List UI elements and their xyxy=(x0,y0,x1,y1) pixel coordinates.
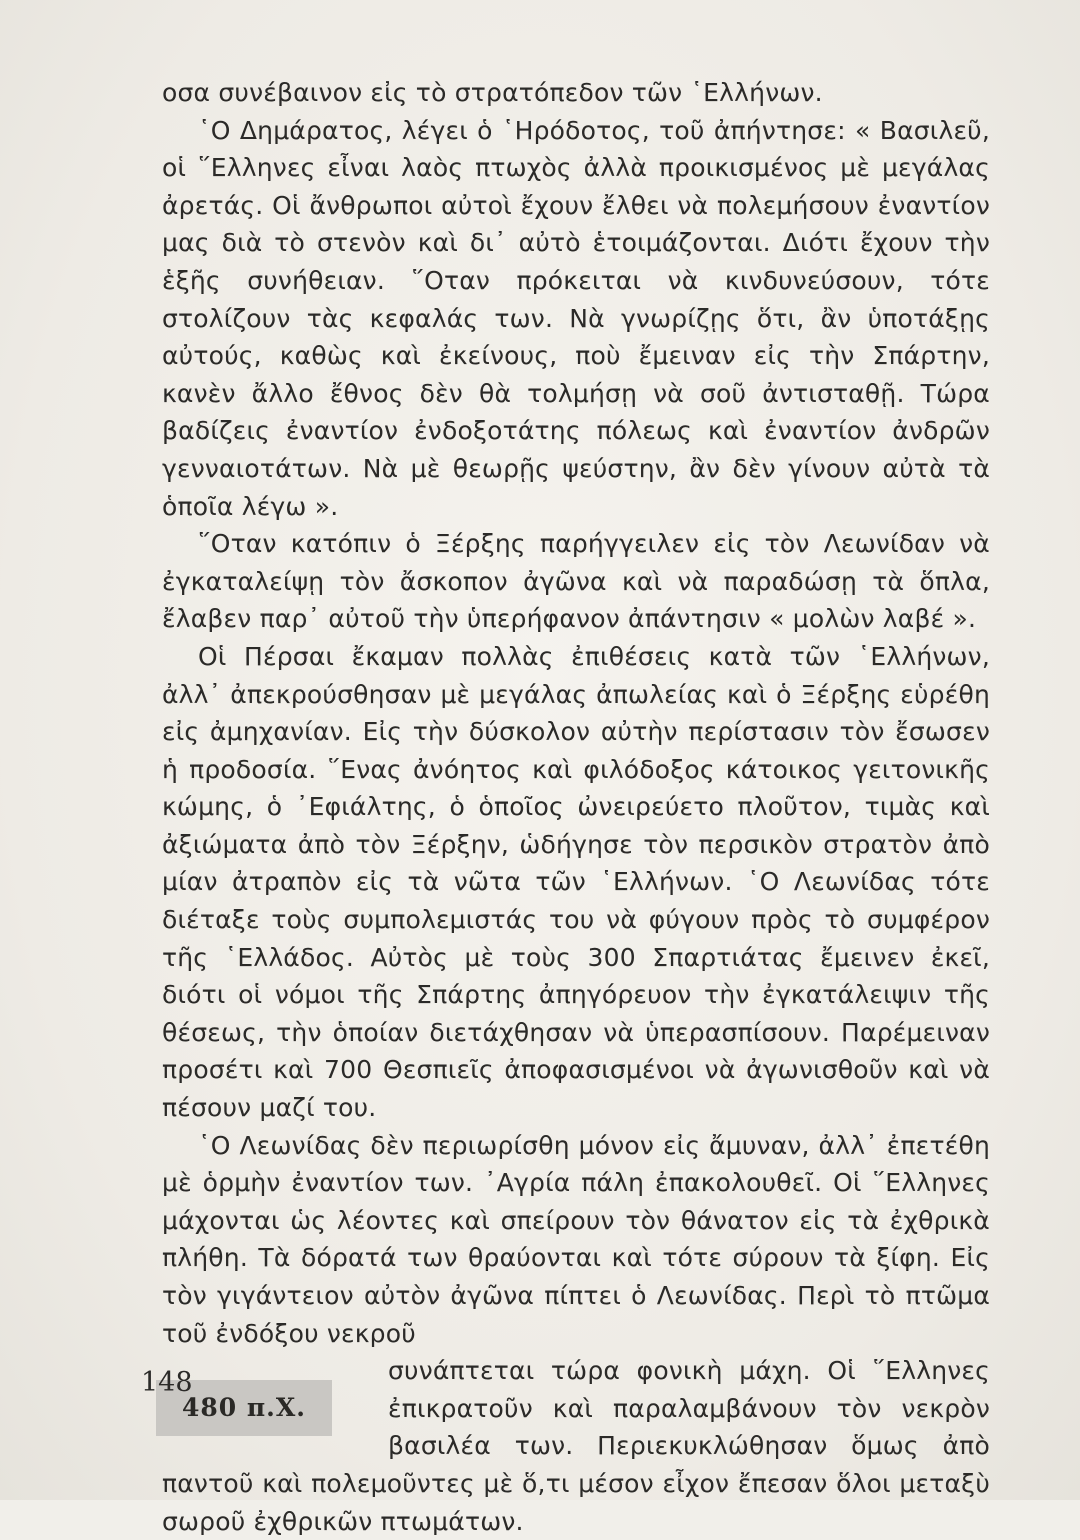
paragraph-5: ῾Ο Λεωνίδας δὲν περιωρίσθη μόνον εἰς ἄμυναν, ἀλλ᾿ ἐπετέθη μὲ ὁρμὴν ἐναντίον των. ᾿Αγρία πάλη ἐπακολουθεῖ. Οἱ ῞Ελληνες μάχονται ὡς λέοντες καὶ σπείρουν τὸν θάνατον εἰς τὰ ἐχθρικὰ πλήθη. Τὰ δόρατά των θραύονται καὶ τότε σύρουν τὰ ξίφη. Εἰς τὸν γιγάντειον αὐτὸν ἀγῶνα πίπτει ὁ Λεωνίδας. Περὶ τὸ πτῶμα τοῦ ἐνδόξου νεκροῦ xyxy=(162,1130,990,1348)
paragraph-6: συνάπτεται τώρα φονικὴ μάχη. Οἱ ῞Ελληνες ἐπικρατοῦν καὶ παραλαμβάνουν τὸν νεκρὸν βασιλέα των. Περιεκυκλώθησαν ὅμως ἀπὸ παντοῦ καὶ πολεμοῦντες μὲ ὅ,τι μέσον εἶχον ἔπεσαν ὅλοι μεταξὺ σωροῦ ἐχθρικῶν πτωμάτων. xyxy=(162,1356,990,1536)
page-number: 148 xyxy=(141,1367,193,1398)
paragraph-2: ῾Ο Δημάρατος, λέγει ὁ ῾Ηρόδοτος, τοῦ ἀπήντησε: « Βασιλεῦ, οἱ ῞Ελληνες εἶναι λαὸς πτωχὸς ἀλλὰ προικισμένος μὲ μεγάλας ἀρετάς. Οἱ ἄνθρωποι αὐτοὶ ἔχουν ἔλθει νὰ πολεμήσουν ἐναντίον μας διὰ τὸ στενὸν καὶ δι᾿ αὐτὸ ἑτοιμάζονται. Διότι ἔχουν τὴν ἑξῆς συνήθειαν. ῞Οταν πρόκειται νὰ κινδυνεύσουν, τότε στολίζουν τὰς κεφαλάς των. Νὰ γνωρίζῃς ὅτι, ἂν ὑποτάξῃς αὐτούς, καθὼς καὶ ἐκείνους, ποὺ ἔμειναν εἰς τὴν Σπάρτην, κανὲν ἄλλο ἔθνος δὲν θὰ τολμήσῃ νὰ σοῦ ἀντισταθῇ. Τώρα βαδίζεις ἐναντίον ἐνδοξοτάτης πόλεως καὶ ἐναντίον ἀνδρῶν γενναιοτάτων. Νὰ μὲ θεωρῇς ψεύστην, ἂν δὲν γίνουν αὐτὰ τὰ ὁποῖα λέγω ». xyxy=(162,115,990,521)
margin-date-label: 480 π.Χ. xyxy=(156,1380,332,1436)
paragraph-4: Οἱ Πέρσαι ἔκαμαν πολλὰς ἐπιθέσεις κατὰ τῶν ῾Ελλήνων, ἀλλ᾿ ἀπεκρούσθησαν μὲ μεγάλας ἀπωλείας καὶ ὁ Ξέρξης εὑρέθη εἰς ἀμηχανίαν. Εἰς τὴν δύσκολον αὐτὴν περίστασιν τὸν ἔσωσεν ἡ προδοσία. ῞Ενας ἀνόητος καὶ φιλόδοξος κάτοικος γειτονικῆς κώμης, ὁ ᾿Εφιάλτης, ὁ ὁποῖος ὠνειρεύετο πλοῦτον, τιμὰς καὶ ἀξιώματα ἀπὸ τὸν Ξέρξην, ὡδήγησε τὸν περσικὸν στρατὸν ἀπὸ μίαν ἀτραπὸν εἰς τὰ νῶτα τῶν ῾Ελλήνων. ῾Ο Λεωνίδας τότε διέταξε τοὺς συμπολεμιστάς του νὰ φύγουν πρὸς τὸ συμφέρον τῆς ῾Ελλάδος. Αὐτὸς μὲ τοὺς 300 Σπαρτιάτας ἔμεινεν ἐκεῖ, διότι οἱ νόμοι τῆς Σπάρτης ἀπηγόρευον τὴν ἐγκατάλειψιν τῆς θέσεως, τὴν ὁποίαν διετάχθησαν νὰ ὑπερασπίσουν. Παρέμειναν προσέτι καὶ 700 Θεσπιεῖς ἀποφασισμένοι νὰ ἀγωνισθοῦν καὶ νὰ πέσουν μαζί του. xyxy=(162,641,990,1123)
paragraph-6-with-date xyxy=(162,1352,990,1540)
paragraph-3: ῞Οταν κατόπιν ὁ Ξέρξης παρήγγειλεν εἰς τὸν Λεωνίδαν νὰ ἐγκαταλείψῃ τὸν ἄσκοπον ἀγῶνα καὶ νὰ παραδώσῃ τὰ ὅπλα, ἔλαβεν παρ᾿ αὐτοῦ τὴν ὑπερήφανον ἀπάντησιν « μολὼν λαβέ ». xyxy=(162,529,990,634)
body-text xyxy=(162,74,990,1540)
paragraph-1: οσα συνέβαινον εἰς τὸ στρατόπεδον τῶν ῾Ελλήνων. xyxy=(162,78,823,107)
